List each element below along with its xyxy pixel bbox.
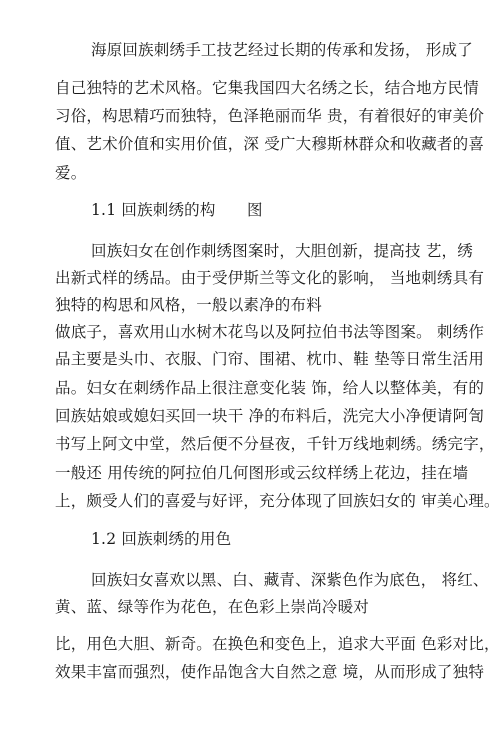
paragraph-1-line-4: 值、艺术价值和实用价值，深 受广大穆斯林群众和收藏者的喜 <box>55 135 485 153</box>
paragraph-4-line-1: 回族妇女喜欢以黑、白、藏青、深紫色作为底色， 将红、 <box>91 571 489 589</box>
paragraph-1-line-2: 自己独特的艺术风格。它集我国四大名绣之长，结合地方民情 <box>55 79 479 97</box>
paragraph-1-line-3: 习俗，构思精巧而独特，色泽艳丽而华 贵，有着很好的审美价 <box>55 107 485 125</box>
paragraph-4-line-2: 黄、蓝、绿等作为花色，在色彩上崇尚冷暖对 <box>55 598 370 616</box>
paragraph-1-line-1: 海原回族刺绣手工技艺经过长期的传承和发扬， 形成了 <box>91 41 473 59</box>
paragraph-3-line-7: 上，颇受人们的喜爱与好评，充分体现了回族妇女的 审美心理。 <box>55 492 500 510</box>
paragraph-3-line-5: 书写上阿文中堂，然后便不分昼夜，千针万线地刺绣。绣完字， <box>55 435 495 453</box>
paragraph-2-line-2: 出新式样的绣品。由于受伊斯兰等文化的影响， 当地刺绣具有 <box>55 269 485 287</box>
paragraph-3-line-6: 一般还 用传统的阿拉伯几何图形或云纹样绣上花边，挂在墙 <box>55 464 469 482</box>
paragraph-5-line-2: 效果丰富而强烈，使作品饱含大自然之意 境，从而形成了独特 <box>55 663 485 681</box>
section-heading-color: 1.2 回族刺绣的用色 <box>91 530 232 548</box>
paragraph-3-line-1: 做底子，喜欢用山水树木花鸟以及阿拉伯书法等图案。 刺绣作 <box>55 323 485 341</box>
paragraph-5-line-1: 比，用色大胆、新奇。在换色和变色上，追求大平面 色彩对比， <box>55 635 500 653</box>
section-heading-composition: 1.1 回族刺绣的构 图 <box>91 201 263 219</box>
paragraph-3-line-2: 品主要是头巾、衣服、门帘、围裙、枕巾、鞋 垫等日常生活用 <box>55 350 485 368</box>
paragraph-3-line-4: 回族姑娘或媳妇买回一块干 净的布料后，洗完大小净便请阿訇 <box>55 407 485 425</box>
paragraph-2-line-1: 回族妇女在创作刺绣图案时，大胆创新，提高技 艺，绣 <box>91 242 473 260</box>
paragraph-2-line-3: 独特的构思和风格，一般以素净的布料 <box>55 296 322 314</box>
paragraph-1-line-5: 爱。 <box>55 164 87 182</box>
paragraph-3-line-3: 品。妇女在刺绣作品上很注意变化装 饰，给人以整体美，有的 <box>55 379 485 397</box>
